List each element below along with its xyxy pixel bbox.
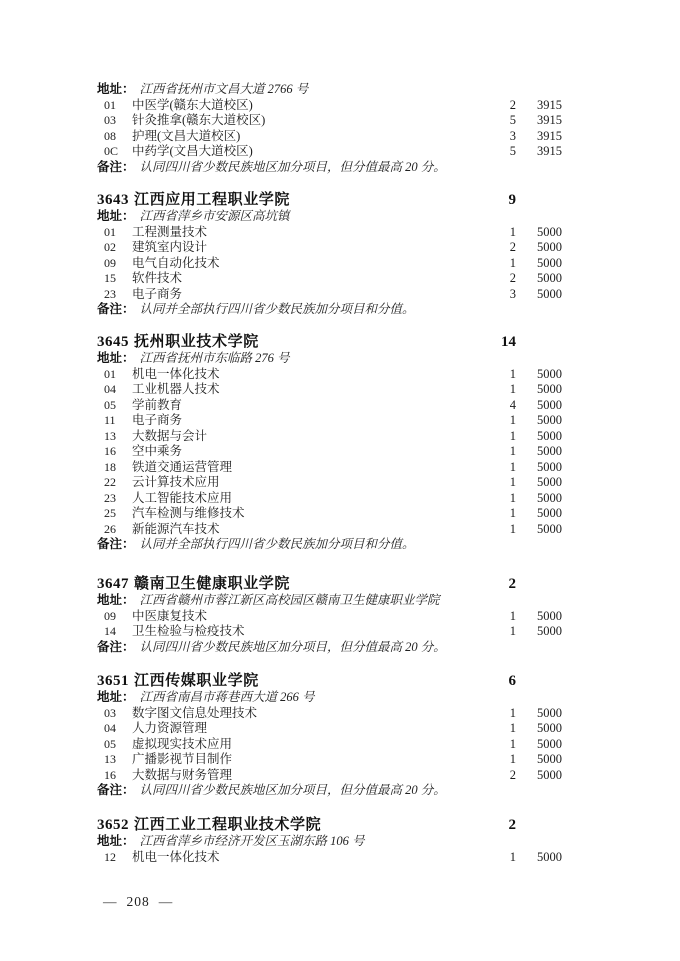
major-code: 04	[104, 721, 116, 735]
major-name: 中药学(文昌大道校区)	[132, 144, 253, 158]
major-code: 04	[104, 382, 116, 396]
major-fee: 5000	[537, 767, 562, 782]
major-code: 11	[104, 413, 116, 427]
footer-left-dash: —	[103, 894, 118, 909]
major-fee: 3915	[537, 113, 562, 127]
major-row	[97, 413, 562, 429]
note-value: 认同四川省少数民族地区加分项目，但分值最高 20 分。	[139, 159, 446, 174]
major-fee: 5000	[537, 608, 562, 623]
major-row	[97, 752, 562, 768]
major-quota: 4	[509, 397, 516, 412]
major-row	[97, 522, 562, 538]
note-row	[97, 537, 562, 553]
major-name: 工程测量技术	[132, 224, 208, 239]
major-fee: 5000	[537, 240, 562, 254]
major-name: 电子商务	[132, 286, 183, 301]
college-total-quota: 2	[508, 817, 516, 833]
college-code: 3645	[97, 334, 129, 350]
major-code: 16	[104, 767, 116, 782]
college-section-3647	[97, 575, 562, 655]
major-fee: 5000	[537, 849, 562, 864]
address-row	[97, 209, 562, 225]
major-row	[97, 98, 562, 114]
college-name: 赣南卫生健康职业学院	[134, 575, 291, 592]
major-quota: 1	[509, 721, 516, 735]
address-value: 江西省赣州市蓉江新区高校园区赣南卫生健康职业学院	[139, 593, 440, 607]
major-code: 25	[104, 506, 116, 520]
major-name: 人工智能技术应用	[132, 490, 233, 505]
major-fee: 5000	[537, 271, 562, 285]
major-code: 13	[104, 752, 116, 766]
major-fee: 3915	[537, 144, 562, 158]
major-fee: 5000	[537, 224, 562, 239]
major-quota: 3	[509, 128, 516, 143]
major-fee: 5000	[537, 736, 562, 751]
major-row	[97, 129, 562, 145]
major-name: 软件技术	[132, 271, 183, 285]
major-name: 数字图文信息处理技术	[132, 705, 258, 720]
major-name: 汽车检测与维修技术	[132, 506, 245, 520]
note-value: 认同并全部执行四川省少数民族加分项目和分值。	[139, 537, 415, 551]
college-section-3643	[97, 191, 562, 318]
major-quota: 1	[509, 428, 516, 443]
college-code: 3652	[97, 817, 129, 833]
major-row	[97, 506, 562, 522]
address-label: 地址：	[97, 690, 135, 704]
note-label: 备注：	[97, 783, 135, 797]
major-quota: 1	[509, 736, 516, 751]
major-fee: 5000	[537, 705, 562, 720]
note-row	[97, 783, 562, 799]
major-quota: 1	[509, 224, 516, 239]
major-name: 机电一体化技术	[132, 366, 220, 381]
major-quota: 1	[509, 521, 516, 536]
major-fee: 3915	[537, 97, 562, 112]
major-name: 护理(文昌大道校区)	[132, 128, 241, 143]
major-row	[97, 444, 562, 460]
major-fee: 5000	[537, 428, 562, 443]
major-name: 卫生检验与检疫技术	[132, 624, 245, 638]
major-row	[97, 706, 562, 722]
major-code: 12	[104, 849, 116, 864]
address-value: 江西省抚州市文昌大道 2766 号	[139, 82, 309, 96]
address-value: 江西省萍乡市经济开发区玉湖东路 106 号	[139, 834, 365, 848]
address-label: 地址：	[97, 209, 135, 223]
major-code: 05	[104, 397, 116, 412]
major-quota: 2	[509, 240, 516, 254]
college-name: 江西传媒职业学院	[134, 672, 259, 689]
address-row	[97, 351, 562, 367]
major-name: 学前教育	[132, 397, 183, 412]
major-name: 虚拟现实技术应用	[132, 736, 233, 751]
major-code: 15	[104, 271, 116, 285]
major-row	[97, 271, 562, 287]
major-quota: 1	[509, 382, 516, 396]
page-number: 208	[126, 894, 150, 909]
major-name: 中医学(赣东大道校区)	[132, 97, 253, 112]
major-quota: 1	[509, 752, 516, 766]
major-name: 人力资源管理	[132, 721, 208, 735]
major-fee: 5000	[537, 521, 562, 536]
major-code: 01	[104, 224, 116, 239]
college-code: 3647	[97, 576, 129, 592]
address-row	[97, 834, 562, 850]
major-row	[97, 225, 562, 241]
major-quota: 1	[509, 705, 516, 720]
major-quota: 1	[509, 608, 516, 623]
major-code: 02	[104, 240, 116, 254]
college-header-row	[97, 333, 562, 351]
major-name: 铁道交通运营管理	[132, 459, 233, 474]
major-code: 09	[104, 608, 116, 623]
major-name: 广播影视节目制作	[132, 752, 233, 766]
major-code: 08	[104, 128, 116, 143]
major-quota: 1	[509, 413, 516, 427]
major-row	[97, 768, 562, 784]
major-fee: 5000	[537, 382, 562, 396]
major-fee: 5000	[537, 475, 562, 489]
major-name: 机电一体化技术	[132, 849, 220, 864]
major-name: 建筑室内设计	[132, 240, 208, 254]
major-code: 0C	[104, 144, 119, 158]
major-fee: 3915	[537, 128, 562, 143]
major-fee: 5000	[537, 413, 562, 427]
major-quota: 2	[509, 97, 516, 112]
major-fee: 5000	[537, 506, 562, 520]
major-fee: 5000	[537, 459, 562, 474]
major-name: 电气自动化技术	[132, 255, 220, 270]
major-quota: 1	[509, 475, 516, 489]
address-label: 地址：	[97, 351, 135, 365]
major-code: 03	[104, 113, 116, 127]
major-name: 中医康复技术	[132, 608, 208, 623]
major-quota: 1	[509, 366, 516, 381]
major-fee: 5000	[537, 721, 562, 735]
college-header-row	[97, 672, 562, 690]
major-code: 01	[104, 366, 116, 381]
major-row	[97, 367, 562, 383]
major-code: 14	[104, 624, 116, 638]
note-label: 备注：	[97, 639, 135, 654]
major-fee: 5000	[537, 366, 562, 381]
note-value: 认同四川省少数民族地区加分项目，但分值最高 20 分。	[139, 639, 446, 654]
major-quota: 2	[509, 271, 516, 285]
major-code: 18	[104, 459, 116, 474]
major-quota: 1	[509, 849, 516, 864]
college-header-row	[97, 575, 562, 593]
major-name: 工业机器人技术	[132, 382, 220, 396]
major-name: 针灸推拿(赣东大道校区)	[132, 113, 266, 127]
major-code: 16	[104, 444, 116, 458]
college-total-quota: 14	[501, 334, 516, 350]
address-label: 地址：	[97, 82, 135, 96]
address-label: 地址：	[97, 834, 135, 848]
college-total-quota: 6	[508, 673, 516, 689]
address-value: 江西省萍乡市安源区高坑镇	[139, 209, 290, 223]
note-row	[97, 640, 562, 656]
major-row	[97, 287, 562, 303]
major-name: 新能源汽车技术	[132, 521, 220, 536]
major-code: 09	[104, 255, 116, 270]
major-quota: 1	[509, 255, 516, 270]
major-quota: 1	[509, 506, 516, 520]
major-quota: 2	[509, 767, 516, 782]
major-row	[97, 609, 562, 625]
major-quota: 1	[509, 459, 516, 474]
major-row	[97, 721, 562, 737]
page-footer	[103, 894, 173, 910]
college-total-quota: 9	[508, 192, 516, 208]
major-code: 22	[104, 475, 116, 489]
note-label: 备注：	[97, 537, 135, 551]
college-section-continued	[97, 82, 562, 175]
address-value: 江西省南昌市蒋巷西大道 266 号	[139, 690, 315, 704]
note-value: 认同并全部执行四川省少数民族加分项目和分值。	[139, 302, 415, 316]
major-name: 空中乘务	[132, 444, 183, 458]
major-name: 云计算技术应用	[132, 475, 220, 489]
major-row	[97, 850, 562, 866]
college-code: 3651	[97, 673, 129, 689]
major-row	[97, 460, 562, 476]
major-code: 01	[104, 97, 116, 112]
major-quota: 3	[509, 286, 516, 301]
major-row	[97, 491, 562, 507]
major-code: 13	[104, 428, 116, 443]
major-row	[97, 144, 562, 160]
note-label: 备注：	[97, 159, 135, 174]
major-fee: 5000	[537, 255, 562, 270]
major-fee: 5000	[537, 752, 562, 766]
major-row	[97, 256, 562, 272]
college-section-3652	[97, 816, 562, 865]
note-row	[97, 302, 562, 318]
major-fee: 5000	[537, 397, 562, 412]
major-row	[97, 382, 562, 398]
major-quota: 1	[509, 444, 516, 458]
college-code: 3643	[97, 192, 129, 208]
major-row	[97, 624, 562, 640]
major-row	[97, 737, 562, 753]
major-code: 05	[104, 736, 116, 751]
college-section-3645	[97, 333, 562, 553]
major-quota: 1	[509, 624, 516, 638]
address-row	[97, 593, 562, 609]
major-fee: 5000	[537, 444, 562, 458]
note-label: 备注：	[97, 302, 135, 316]
note-value: 认同四川省少数民族地区加分项目，但分值最高 20 分。	[139, 783, 446, 797]
major-code: 26	[104, 521, 116, 536]
major-name: 大数据与财务管理	[132, 767, 233, 782]
major-code: 03	[104, 705, 116, 720]
major-row	[97, 113, 562, 129]
major-name: 大数据与会计	[132, 428, 208, 443]
college-total-quota: 2	[508, 576, 516, 592]
address-row	[97, 82, 562, 98]
college-name: 江西工业工程职业技术学院	[134, 816, 322, 833]
major-quota: 5	[509, 144, 516, 158]
college-header-row	[97, 816, 562, 834]
college-name: 抚州职业技术学院	[134, 333, 259, 350]
major-code: 23	[104, 286, 116, 301]
footer-right-dash: —	[158, 894, 174, 909]
address-value: 江西省抚州市东临路 276 号	[139, 351, 290, 365]
college-section-3651	[97, 672, 562, 799]
note-row	[97, 160, 562, 176]
address-row	[97, 690, 562, 706]
college-header-row	[97, 191, 562, 209]
major-row	[97, 240, 562, 256]
major-fee: 5000	[537, 490, 562, 505]
major-quota: 5	[509, 113, 516, 127]
major-fee: 5000	[537, 624, 562, 638]
major-row	[97, 398, 562, 414]
major-fee: 5000	[537, 286, 562, 301]
college-name: 江西应用工程职业学院	[134, 191, 291, 208]
major-code: 23	[104, 490, 116, 505]
major-quota: 1	[509, 490, 516, 505]
major-row	[97, 429, 562, 445]
major-name: 电子商务	[132, 413, 183, 427]
major-row	[97, 475, 562, 491]
address-label: 地址：	[97, 593, 135, 607]
